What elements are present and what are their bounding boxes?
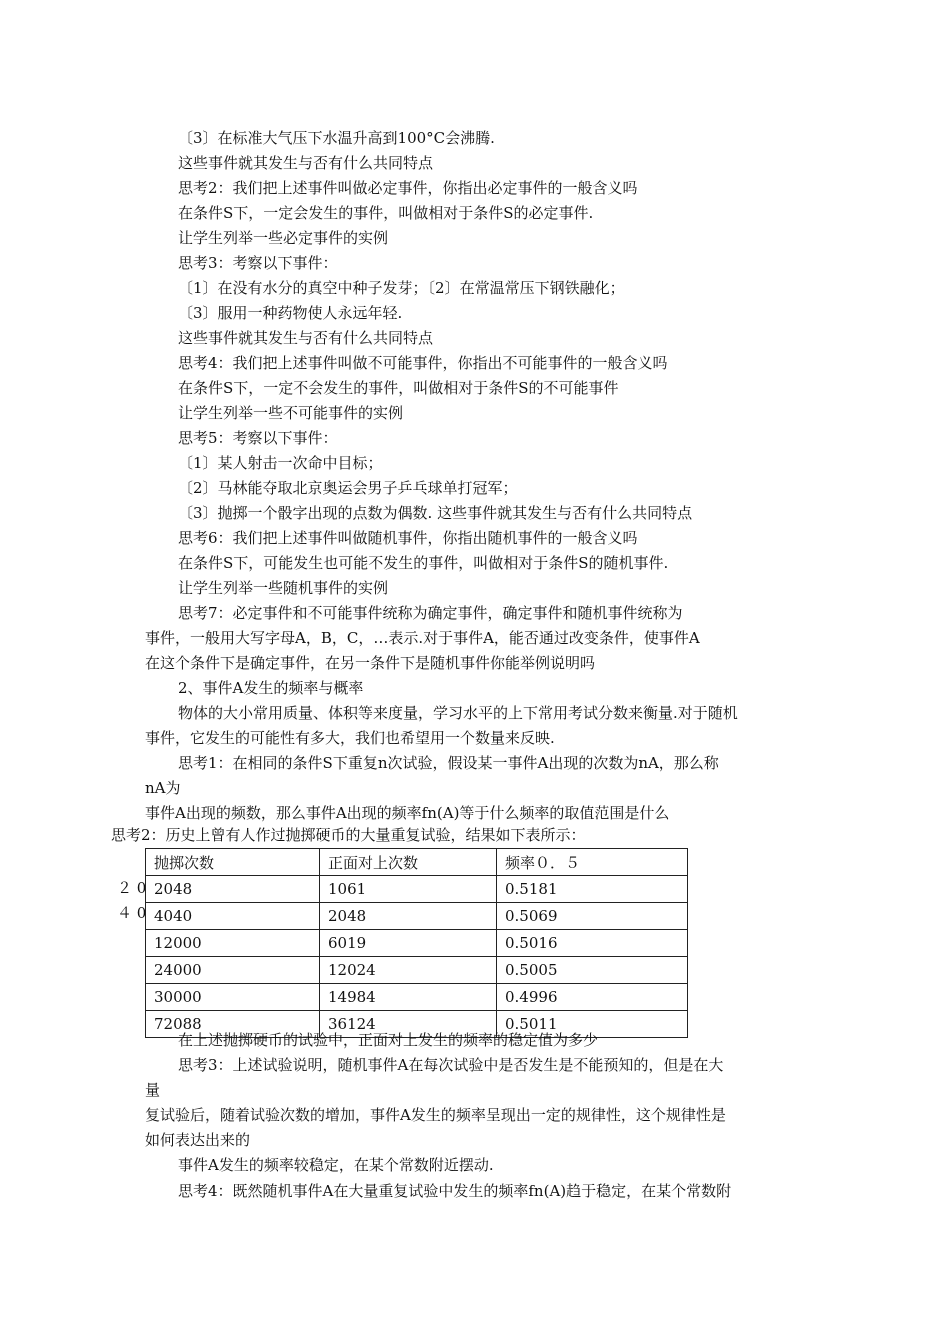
- table-cell: 2048: [320, 903, 497, 930]
- table-cell: 24000: [146, 957, 320, 984]
- text-line: 这些事件就其发生与否有什么共同特点: [178, 329, 434, 347]
- text-line: 思考2：我们把上述事件叫做必定事件，你指出必定事件的一般含义吗: [178, 179, 638, 197]
- text-line: 〔3〕服用一种药物使人永远年轻.: [178, 304, 403, 322]
- text-line: 如何表达出来的: [145, 1131, 251, 1149]
- table-cell: 72088: [146, 1011, 320, 1038]
- table-cell: 2048: [146, 876, 320, 903]
- table-header: 正面对上次数: [320, 849, 497, 876]
- table-row: [146, 930, 688, 957]
- text-line: 事件A出现的频数，那么事件A出现的频率fn(A)等于什么频率的取值范围是什么: [145, 804, 670, 822]
- text-line: 思考4：既然随机事件A在大量重复试验中发生的频率fn(A)趋于稳定，在某个常数附: [178, 1182, 732, 1200]
- text-line: 〔3〕在标准大气压下水温升高到100°C会沸腾.: [178, 129, 495, 147]
- text-line: 事件，它发生的可能性有多大，我们也希望用一个数量来反映.: [145, 729, 555, 747]
- text-line: 思考3：上述试验说明，随机事件A在每次试验中是否发生是不能预知的，但是在大: [178, 1056, 724, 1074]
- text-line: 在这个条件下是确定事件，在另一条件下是随机事件你能举例说明吗: [145, 654, 596, 672]
- text-line: 思考3：考察以下事件：: [178, 254, 338, 272]
- table-row: [146, 876, 688, 903]
- text-line: 〔2〕马林能夺取北京奥运会男子乒乓球单打冠军；: [178, 479, 518, 497]
- table-cell: 0.5005: [497, 957, 688, 984]
- table-cell: 36124: [320, 1011, 497, 1038]
- text-line: 思考1：在相同的条件S下重复n次试验，假设某一事件A出现的次数为nA，那么称: [178, 754, 719, 772]
- text-line: 在条件S下，可能发生也可能不发生的事件，叫做相对于条件S的随机事件.: [178, 554, 669, 572]
- table-side-label: ２ 0: [117, 879, 147, 897]
- text-line: 〔1〕某人射击一次命中目标；: [178, 454, 383, 472]
- text-line: 思考6：我们把上述事件叫做随机事件，你指出随机事件的一般含义吗: [178, 529, 638, 547]
- text-line: 让学生列举一些随机事件的实例: [178, 579, 389, 597]
- table-header: 频率０．５: [497, 849, 688, 876]
- table-cell: 0.5016: [497, 930, 688, 957]
- text-line: 让学生列举一些必定事件的实例: [178, 229, 389, 247]
- text-line: 在条件S下，一定不会发生的事件，叫做相对于条件S的不可能事件: [178, 379, 619, 397]
- table-cell: 30000: [146, 984, 320, 1011]
- table-cell: 0.4996: [497, 984, 688, 1011]
- text-line: 思考5：考察以下事件：: [178, 429, 338, 447]
- text-line: 量: [145, 1081, 161, 1099]
- coin-toss-table: [145, 848, 688, 1038]
- table-cell: 0.5181: [497, 876, 688, 903]
- text-line: 复试验后，随着试验次数的增加，事件A发生的频率呈现出一定的规律性，这个规律性是: [145, 1106, 726, 1124]
- text-line: 思考7：必定事件和不可能事件统称为确定事件，确定事件和随机事件统称为: [178, 604, 683, 622]
- table-header-row: [146, 849, 688, 876]
- text-line: 思考4：我们把上述事件叫做不可能事件，你指出不可能事件的一般含义吗: [178, 354, 668, 372]
- table-cell: 0.5011: [497, 1011, 688, 1038]
- table-header: 抛掷次数: [146, 849, 320, 876]
- table-cell: 4040: [146, 903, 320, 930]
- text-line: 事件，一般用大写字母A，B，C，…表示.对于事件A，能否通过改变条件，使事件A: [145, 629, 700, 647]
- table-cell: 6019: [320, 930, 497, 957]
- text-line: nA为: [145, 779, 181, 797]
- text-line: 在条件S下，一定会发生的事件，叫做相对于条件S的必定事件.: [178, 204, 594, 222]
- table-side-label: ４ 0: [117, 904, 147, 922]
- table-cell: 0.5069: [497, 903, 688, 930]
- table-row: [146, 984, 688, 1011]
- table-cell: 12024: [320, 957, 497, 984]
- text-line: 事件A发生的频率较稳定，在某个常数附近摆动.: [178, 1156, 494, 1174]
- table-row: [146, 903, 688, 930]
- table-row: [146, 957, 688, 984]
- text-line: 这些事件就其发生与否有什么共同特点: [178, 154, 434, 172]
- text-line: 物体的大小常用质量、体积等来度量，学习水平的上下常用考试分数来衡量.对于随机: [178, 704, 738, 722]
- text-line: 思考2：历史上曾有人作过抛掷硬币的大量重复试验，结果如下表所示：: [111, 826, 586, 844]
- text-line: 〔1〕在没有水分的真空中种子发芽；〔2〕在常温常压下钢铁融化；: [178, 279, 625, 297]
- text-line: 让学生列举一些不可能事件的实例: [178, 404, 404, 422]
- table-cell: 14984: [320, 984, 497, 1011]
- text-line: 在上述抛掷硬币的试验中，正面对上发生的频率的稳定值为多少: [178, 1031, 599, 1049]
- text-line: 〔3〕抛掷一个骰字出现的点数为偶数. 这些事件就其发生与否有什么共同特点: [178, 504, 693, 522]
- table-cell: 12000: [146, 930, 320, 957]
- section-heading: 2、事件A发生的频率与概率: [178, 679, 364, 697]
- table-cell: 1061: [320, 876, 497, 903]
